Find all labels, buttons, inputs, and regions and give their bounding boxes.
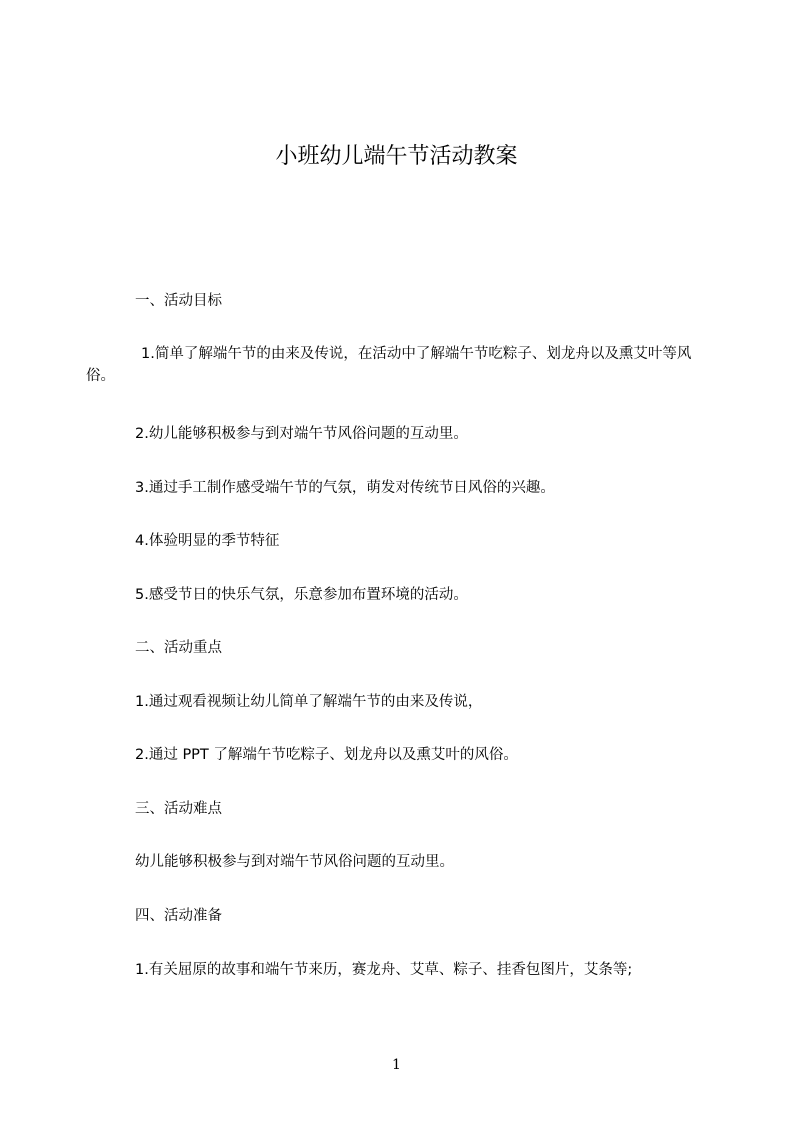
section-heading-key-points: 二、活动重点 xyxy=(135,640,222,656)
key-point-item-2: 2.通过 PPT 了解端午节吃粽子、划龙舟以及熏艾叶的风俗。 xyxy=(135,747,518,763)
preparation-item-1: 1.有关屈原的故事和端午节来历，赛龙舟、艾草、粽子、挂香包图片，艾条等; xyxy=(135,962,633,978)
goal-item-5: 5.感受节日的快乐气氛，乐意参加布置环境的活动。 xyxy=(135,587,468,603)
goal-item-1: 1.简单了解端午节的由来及传说，在活动中了解端午节吃粽子、划龙舟以及熏艾叶等风俗。 xyxy=(86,346,692,384)
difficulty-text: 幼儿能够积极参与到对端午节风俗问题的互动里。 xyxy=(135,854,454,870)
key-point-item-1: 1.通过观看视频让幼儿简单了解端午节的由来及传说， xyxy=(135,694,483,710)
section-heading-difficulties: 三、活动难点 xyxy=(135,801,222,817)
goal-item-4: 4.体验明显的季节特征 xyxy=(135,533,280,549)
document-title: 小班幼儿端午节活动教案 xyxy=(275,144,518,169)
section-heading-goals: 一、活动目标 xyxy=(135,293,222,309)
goal-item-3: 3.通过手工制作感受端午节的气氛，萌发对传统节日风俗的兴趣。 xyxy=(135,480,555,496)
page-number: 1 xyxy=(392,1057,401,1073)
section-heading-preparation: 四、活动准备 xyxy=(135,908,222,924)
goal-item-2: 2.幼儿能够积极参与到对端午节风俗问题的互动里。 xyxy=(135,426,468,442)
